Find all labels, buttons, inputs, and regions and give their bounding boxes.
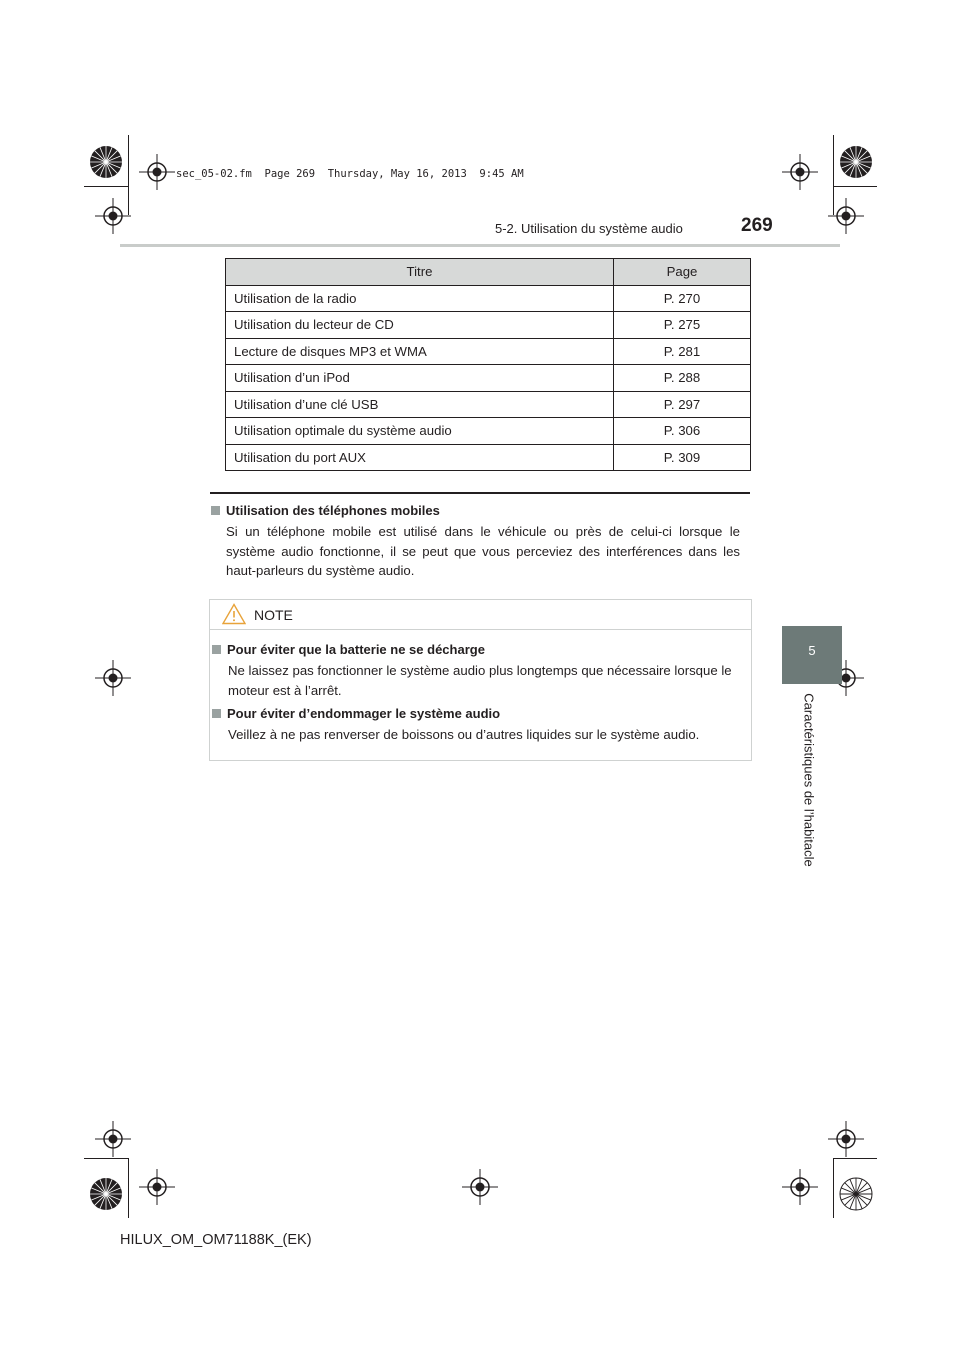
table-cell-title: Utilisation optimale du système audio	[226, 418, 614, 445]
column-header-page: Page	[614, 259, 751, 286]
table-cell-page: P. 288	[614, 365, 751, 392]
registration-mark-icon	[462, 1169, 498, 1205]
print-slug: sec_05-02.fm Page 269 Thursday, May 16, 2013 9:45 AM	[176, 168, 524, 180]
registration-mark-icon	[95, 660, 131, 696]
table-cell-title: Utilisation du lecteur de CD	[226, 312, 614, 339]
chapter-tab	[782, 626, 842, 684]
table-row	[226, 444, 751, 471]
table-cell-title: Lecture de disques MP3 et WMA	[226, 338, 614, 365]
table-cell-page: P. 281	[614, 338, 751, 365]
crop-line	[833, 186, 877, 187]
registration-mark-icon	[139, 154, 175, 190]
table-cell-page: P. 297	[614, 391, 751, 418]
registration-mark-icon	[782, 1169, 818, 1205]
mobile-heading-text: Utilisation des téléphones mobiles	[226, 503, 440, 518]
sunburst-mark-icon	[89, 1177, 123, 1211]
registration-mark-icon	[782, 154, 818, 190]
table-cell-page: P. 306	[614, 418, 751, 445]
section-divider	[210, 492, 750, 494]
registration-mark-icon	[828, 1121, 864, 1157]
table-cell-title: Utilisation d’un iPod	[226, 365, 614, 392]
chapter-label: Caractéristiques de l’habitacle	[801, 693, 817, 867]
table-row	[226, 338, 751, 365]
table-row	[226, 418, 751, 445]
note-item-heading	[212, 642, 485, 657]
sunburst-mark-icon	[839, 145, 873, 179]
table-cell-page: P. 270	[614, 285, 751, 312]
table-cell-title: Utilisation de la radio	[226, 285, 614, 312]
table-cell-title: Utilisation du port AUX	[226, 444, 614, 471]
mobile-heading	[211, 503, 440, 518]
table-header-row	[226, 259, 751, 286]
sunburst-mark-icon	[839, 1177, 873, 1211]
mobile-paragraph: Si un téléphone mobile est utilisé dans le véhicule ou près de celui-ci lorsque le système audio fonctionne, il se peut que vous perceviez des interférences dans les haut-parleurs du système audio.	[226, 524, 740, 578]
note-box	[209, 599, 752, 761]
chapter-label-box	[800, 690, 818, 870]
note-title: NOTE	[254, 607, 293, 623]
page-number: 269	[741, 215, 773, 236]
note-item-heading-text: Pour éviter d’endommager le système audio	[227, 706, 501, 721]
note-item-heading	[212, 706, 500, 721]
chapter-number: 5	[808, 643, 816, 658]
table-row	[226, 312, 751, 339]
column-header-title: Titre	[226, 259, 614, 286]
sunburst-mark-icon	[89, 145, 123, 179]
crop-line	[128, 1158, 129, 1218]
note-item-heading-text: Pour éviter que la batterie ne se décharge	[227, 642, 485, 657]
crop-line	[833, 1158, 834, 1218]
note-item-body: Ne laissez pas fonctionner le système audio plus longtemps que nécessaire lorsque le moteur est à l’arrêt.	[228, 663, 732, 698]
table-cell-title: Utilisation d’une clé USB	[226, 391, 614, 418]
header-rule	[120, 244, 840, 247]
bullet-square-icon	[211, 506, 220, 515]
document-code: HILUX_OM_OM71188K_(EK)	[120, 1232, 312, 1248]
note-header	[210, 600, 751, 630]
bullet-square-icon	[212, 709, 221, 718]
warning-triangle-icon	[222, 603, 246, 625]
contents-table	[225, 258, 751, 471]
crop-line	[84, 1158, 128, 1159]
table-row	[226, 391, 751, 418]
section-title: 5-2. Utilisation du système audio	[495, 221, 683, 236]
registration-mark-icon	[95, 198, 131, 234]
registration-mark-icon	[139, 1169, 175, 1205]
table-cell-page: P. 275	[614, 312, 751, 339]
bullet-square-icon	[212, 645, 221, 654]
crop-line	[84, 186, 128, 187]
registration-mark-icon	[828, 198, 864, 234]
table-cell-page: P. 309	[614, 444, 751, 471]
table-row	[226, 285, 751, 312]
table-row	[226, 365, 751, 392]
note-item-body: Veillez à ne pas renverser de boissons ou d’autres liquides sur le système audio.	[228, 727, 700, 742]
crop-line	[833, 1158, 877, 1159]
registration-mark-icon	[95, 1121, 131, 1157]
